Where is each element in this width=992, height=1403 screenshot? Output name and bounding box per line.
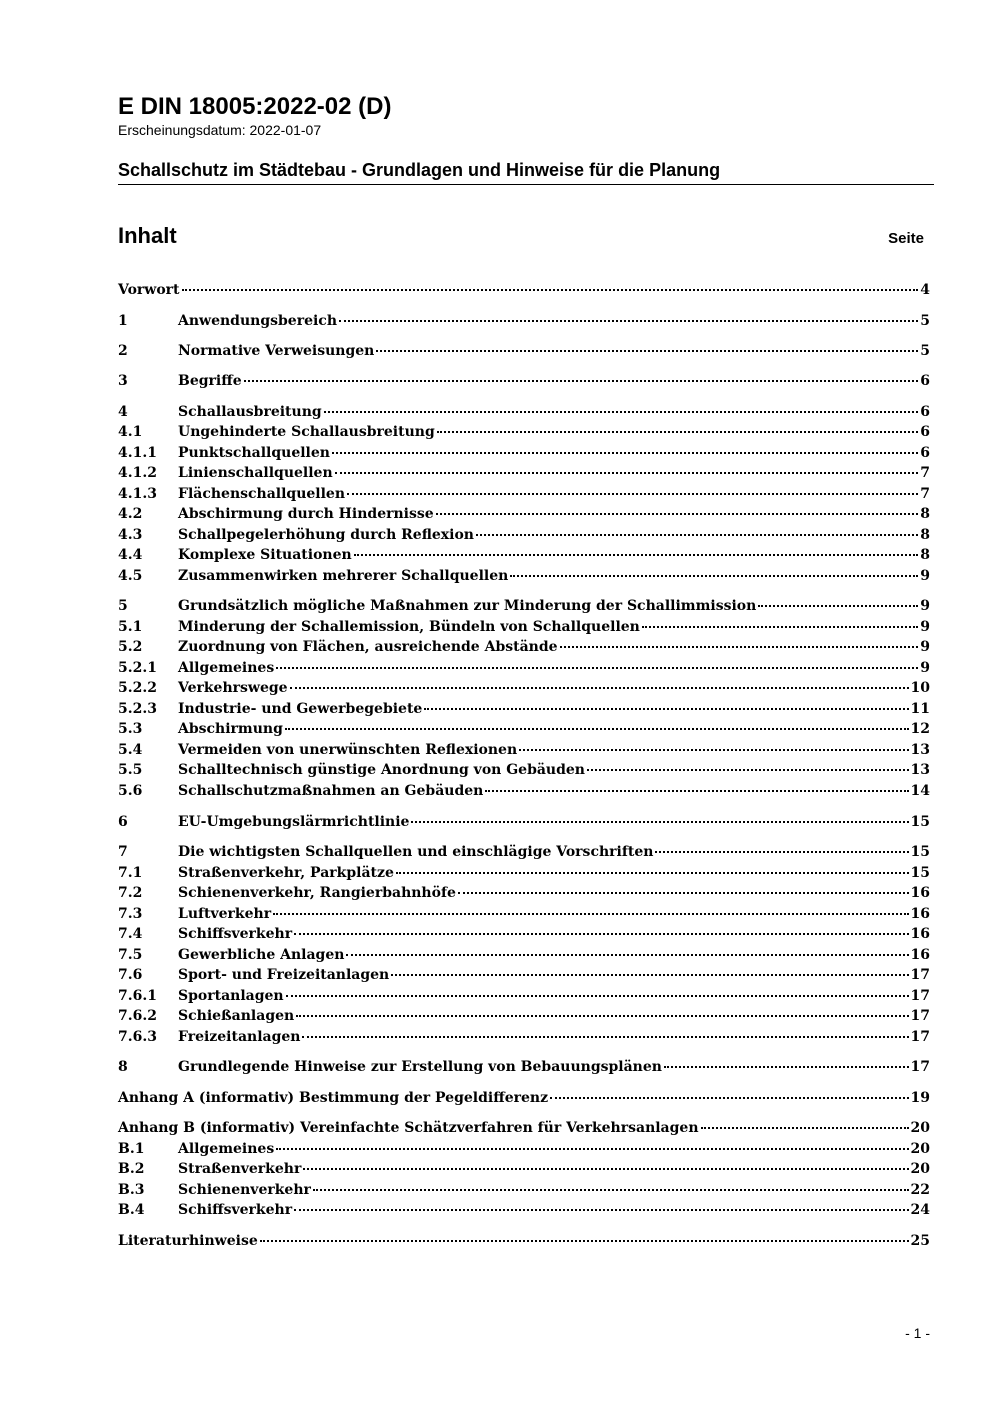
toc-entry-page: 17 bbox=[910, 1008, 930, 1024]
toc-entry-number: 7.6.3 bbox=[118, 1029, 157, 1045]
toc-entry-number: 5.5 bbox=[118, 762, 143, 778]
toc-entry[interactable] bbox=[118, 965, 930, 985]
toc-entry[interactable] bbox=[118, 637, 930, 657]
toc-dot-leader bbox=[303, 1168, 908, 1170]
toc-entry-number: 5.2 bbox=[118, 639, 143, 655]
toc-entry[interactable] bbox=[118, 545, 930, 565]
toc-entry-page: 9 bbox=[920, 639, 930, 655]
toc-entry-number: 5 bbox=[118, 598, 128, 614]
toc-entry-page: 8 bbox=[920, 506, 930, 522]
toc-entry-line bbox=[178, 678, 930, 698]
toc-entry-line bbox=[178, 402, 930, 422]
toc-entry-line bbox=[178, 986, 930, 1006]
toc-entry-number: B.2 bbox=[118, 1161, 145, 1177]
toc-entry-line bbox=[178, 484, 930, 504]
toc-entry-number: 4.1.1 bbox=[118, 445, 157, 461]
toc-dot-leader bbox=[587, 769, 909, 771]
toc-dot-leader bbox=[324, 411, 919, 413]
toc-entry-page: 6 bbox=[920, 424, 930, 440]
toc-entry-page: 9 bbox=[920, 598, 930, 614]
toc-entry-page: 12 bbox=[910, 721, 930, 737]
toc-entry[interactable] bbox=[118, 924, 930, 944]
toc-entry-line bbox=[178, 719, 930, 739]
toc-entry-number: 4.4 bbox=[118, 547, 143, 563]
toc-entry-title: Schießanlagen bbox=[178, 1008, 295, 1024]
toc-entry[interactable] bbox=[118, 596, 930, 616]
toc-entry-line bbox=[178, 1200, 930, 1220]
toc-entry[interactable] bbox=[118, 699, 930, 719]
toc-entry-number: B.3 bbox=[118, 1182, 145, 1198]
footer-page-number: - 1 - bbox=[905, 1325, 930, 1341]
toc-entry-page: 17 bbox=[910, 1059, 930, 1075]
toc-entry[interactable] bbox=[118, 986, 930, 1006]
toc-entry-title: Zuordnung von Flächen, ausreichende Abstände bbox=[178, 639, 558, 655]
toc-entry[interactable] bbox=[118, 402, 930, 422]
toc-entry-line bbox=[178, 945, 930, 965]
toc-entry[interactable] bbox=[118, 1118, 930, 1138]
toc-entry-title: Schienenverkehr, Rangierbahnhöfe bbox=[178, 885, 456, 901]
toc-entry[interactable] bbox=[118, 504, 930, 524]
toc-dot-leader bbox=[510, 575, 918, 577]
toc-entry-line bbox=[178, 812, 930, 832]
toc-dot-leader bbox=[437, 431, 919, 433]
toc-entry[interactable] bbox=[118, 1180, 930, 1200]
toc-dot-leader bbox=[273, 913, 908, 915]
toc-entry-title: Verkehrswege bbox=[178, 680, 288, 696]
toc-entry-page: 9 bbox=[920, 568, 930, 584]
toc-entry-title: Minderung der Schallemission, Bündeln von Schallquellen bbox=[178, 619, 640, 635]
toc-entry-page: 14 bbox=[910, 783, 930, 799]
toc-entry-title: Schallpegelerhöhung durch Reflexion bbox=[178, 527, 474, 543]
toc-entry-line bbox=[118, 1231, 930, 1251]
toc-entry-number: 5.4 bbox=[118, 742, 143, 758]
toc-entry-number: 7.6.2 bbox=[118, 1008, 157, 1024]
toc-entry-page: 9 bbox=[920, 619, 930, 635]
toc-entry-number: 7.1 bbox=[118, 865, 143, 881]
toc-entry-number: B.1 bbox=[118, 1141, 145, 1157]
toc-dot-leader bbox=[550, 1097, 908, 1099]
toc-entry[interactable] bbox=[118, 484, 930, 504]
toc-entry-line bbox=[178, 1139, 930, 1159]
toc-entry[interactable] bbox=[118, 863, 930, 883]
toc-entry-title: Sportanlagen bbox=[178, 988, 284, 1004]
toc-entry-line bbox=[118, 280, 930, 300]
toc-dot-leader bbox=[182, 289, 919, 291]
toc-entry[interactable] bbox=[118, 1200, 930, 1220]
toc-entry-title: Schalltechnisch günstige Anordnung von Gebäuden bbox=[178, 762, 585, 778]
toc-dot-leader bbox=[642, 626, 918, 628]
toc-entry-title: Normative Verweisungen bbox=[178, 343, 375, 359]
toc-entry-title: Zusammenwirken mehrerer Schallquellen bbox=[178, 568, 509, 584]
toc-entry-title: Schiffsverkehr bbox=[178, 926, 293, 942]
toc-dot-leader bbox=[296, 1015, 908, 1017]
toc-entry-page: 20 bbox=[910, 1161, 930, 1177]
toc-entry-title: Vermeiden von unerwünschten Reflexionen bbox=[178, 742, 518, 758]
toc-dot-leader bbox=[560, 646, 919, 648]
toc-entry-title: Begriffe bbox=[178, 373, 242, 389]
toc-dot-leader bbox=[354, 554, 919, 556]
toc-entry-line bbox=[178, 443, 930, 463]
toc-entry-title: Gewerbliche Anlagen bbox=[178, 947, 345, 963]
toc-entry[interactable] bbox=[118, 1006, 930, 1026]
toc-entry[interactable] bbox=[118, 842, 930, 862]
document-subject: Schallschutz im Städtebau - Grundlagen und Hinweise für die Planung bbox=[118, 159, 934, 185]
toc-entry-line bbox=[118, 1118, 930, 1138]
toc-entry-title: Vorwort bbox=[118, 282, 180, 298]
toc-entry-line bbox=[178, 965, 930, 985]
toc-entry-number: 3 bbox=[118, 373, 128, 389]
toc-entry[interactable] bbox=[118, 1159, 930, 1179]
toc-entry-page: 20 bbox=[910, 1120, 930, 1136]
toc-entry-line bbox=[178, 760, 930, 780]
toc-entry-line bbox=[178, 617, 930, 637]
toc-entry-page: 4 bbox=[920, 282, 930, 298]
toc-entry-title: Flächenschallquellen bbox=[178, 486, 346, 502]
toc-dot-leader bbox=[244, 380, 919, 382]
toc-entry-number: 5.6 bbox=[118, 783, 143, 799]
toc-entry[interactable] bbox=[118, 311, 930, 331]
toc-entry-title: Schienenverkehr bbox=[178, 1182, 311, 1198]
toc-entry-page: 16 bbox=[910, 947, 930, 963]
toc-entry-title: Straßenverkehr, Parkplätze bbox=[178, 865, 394, 881]
toc-entry[interactable] bbox=[118, 422, 930, 442]
toc-entry-line bbox=[178, 924, 930, 944]
toc-entry-title: Schiffsverkehr bbox=[178, 1202, 293, 1218]
toc-entry-title: Sport- und Freizeitanlagen bbox=[178, 967, 390, 983]
toc-entry-page: 8 bbox=[920, 547, 930, 563]
toc-entry-line bbox=[178, 545, 930, 565]
toc-entry-title: EU-Umgebungslärmrichtlinie bbox=[178, 814, 410, 830]
toc-entry-page: 6 bbox=[920, 445, 930, 461]
toc-entry-title: Freizeitanlagen bbox=[178, 1029, 301, 1045]
toc-page-column-label: Seite bbox=[888, 230, 924, 247]
toc-dot-leader bbox=[655, 851, 908, 853]
toc-dot-leader bbox=[285, 728, 909, 730]
toc-entry-page: 16 bbox=[910, 885, 930, 901]
toc-entry[interactable] bbox=[118, 781, 930, 801]
toc-entry-line bbox=[178, 883, 930, 903]
toc-entry[interactable] bbox=[118, 1088, 930, 1108]
toc-entry-page: 15 bbox=[910, 814, 930, 830]
toc-dot-leader bbox=[286, 995, 909, 997]
toc-entry-line bbox=[178, 658, 930, 678]
toc-entry[interactable] bbox=[118, 760, 930, 780]
toc-entry-number: 7.4 bbox=[118, 926, 143, 942]
toc-entry-title: Luftverkehr bbox=[178, 906, 272, 922]
toc-entry-line bbox=[178, 1027, 930, 1047]
toc-entry-number: 4.1.2 bbox=[118, 465, 157, 481]
toc-entry-line bbox=[178, 422, 930, 442]
toc-entry-number: 2 bbox=[118, 343, 128, 359]
toc-entry-title: Grundlegende Hinweise zur Erstellung von Bebauungsplänen bbox=[178, 1059, 662, 1075]
toc-entry-number: 4.5 bbox=[118, 568, 143, 584]
toc-entry[interactable] bbox=[118, 740, 930, 760]
toc-entry-title: Abschirmung bbox=[178, 721, 283, 737]
toc-entry-page: 22 bbox=[910, 1182, 930, 1198]
toc-entry[interactable] bbox=[118, 812, 930, 832]
toc-entry-title: Die wichtigsten Schallquellen und einschlägige Vorschriften bbox=[178, 844, 654, 860]
toc-entry-title: Anwendungsbereich bbox=[178, 313, 337, 329]
toc-entry-number: 7.3 bbox=[118, 906, 143, 922]
toc-entry-page: 15 bbox=[910, 865, 930, 881]
toc-entry-number: 4.3 bbox=[118, 527, 143, 543]
toc-entry[interactable] bbox=[118, 1231, 930, 1251]
toc-entry-title: Allgemeines bbox=[178, 660, 275, 676]
toc-entry-line bbox=[178, 781, 930, 801]
toc-entry[interactable] bbox=[118, 1139, 930, 1159]
toc-dot-leader bbox=[664, 1066, 909, 1068]
toc-entry[interactable] bbox=[118, 883, 930, 903]
toc-entry-number: 4.1 bbox=[118, 424, 143, 440]
toc-entry-page: 10 bbox=[910, 680, 930, 696]
toc-entry-line bbox=[178, 371, 930, 391]
toc-entry-title: Schallausbreitung bbox=[178, 404, 322, 420]
toc-dot-leader bbox=[335, 472, 919, 474]
toc-entry-page: 7 bbox=[920, 486, 930, 502]
toc-entry[interactable] bbox=[118, 341, 930, 361]
toc-entry-number: 5.2.2 bbox=[118, 680, 157, 696]
toc-entry-page: 13 bbox=[910, 742, 930, 758]
toc-entry-page: 6 bbox=[920, 404, 930, 420]
toc-dot-leader bbox=[758, 605, 918, 607]
toc-entry-page: 16 bbox=[910, 926, 930, 942]
toc-entry[interactable] bbox=[118, 678, 930, 698]
toc-dot-leader bbox=[476, 534, 918, 536]
toc-entry[interactable] bbox=[118, 566, 930, 586]
toc-entry-line bbox=[178, 463, 930, 483]
toc-entry-line bbox=[178, 740, 930, 760]
toc-entry-line bbox=[178, 863, 930, 883]
toc-entry[interactable] bbox=[118, 904, 930, 924]
toc-entry-number: 4.2 bbox=[118, 506, 143, 522]
toc-dot-leader bbox=[424, 708, 908, 710]
toc-entry-page: 11 bbox=[910, 701, 930, 717]
toc-entry-line bbox=[178, 842, 930, 862]
toc-entry-page: 5 bbox=[920, 313, 930, 329]
toc-entry-number: 7.5 bbox=[118, 947, 143, 963]
toc-entry-line bbox=[178, 904, 930, 924]
toc-entry-title: Industrie- und Gewerbegebiete bbox=[178, 701, 423, 717]
toc-entry-line bbox=[178, 341, 930, 361]
toc-entry-title: Anhang B (informativ) Vereinfachte Schätzverfahren für Verkehrsanlagen bbox=[118, 1120, 699, 1136]
toc-entry-title: Grundsätzlich mögliche Maßnahmen zur Minderung der Schallimmission bbox=[178, 598, 757, 614]
toc-entry-number: B.4 bbox=[118, 1202, 145, 1218]
toc-entry-number: 7 bbox=[118, 844, 128, 860]
toc-entry-title: Komplexe Situationen bbox=[178, 547, 352, 563]
toc-entry-title: Linienschallquellen bbox=[178, 465, 333, 481]
toc-entry-line bbox=[178, 311, 930, 331]
document-id: E DIN 18005:2022-02 (D) bbox=[118, 93, 392, 120]
toc-entry-title: Allgemeines bbox=[178, 1141, 275, 1157]
toc-entry-page: 25 bbox=[910, 1233, 930, 1249]
toc-dot-leader bbox=[260, 1240, 909, 1242]
toc-dot-leader bbox=[276, 667, 918, 669]
toc-entry-number: 6 bbox=[118, 814, 128, 830]
toc-dot-leader bbox=[313, 1189, 909, 1191]
toc-entry[interactable] bbox=[118, 617, 930, 637]
toc-entry-number: 7.6 bbox=[118, 967, 143, 983]
toc-entry-page: 6 bbox=[920, 373, 930, 389]
toc-entry-title: Straßenverkehr bbox=[178, 1161, 302, 1177]
toc-entry[interactable] bbox=[118, 371, 930, 391]
toc-entry-page: 7 bbox=[920, 465, 930, 481]
toc-entry-number: 5.3 bbox=[118, 721, 143, 737]
toc-dot-leader bbox=[346, 954, 908, 956]
toc-entry-title: Punktschallquellen bbox=[178, 445, 330, 461]
toc-entry-number: 5.1 bbox=[118, 619, 143, 635]
toc-entry-page: 16 bbox=[910, 906, 930, 922]
toc-entry-line bbox=[178, 637, 930, 657]
toc-entry-number: 7.6.1 bbox=[118, 988, 157, 1004]
toc-entry-page: 17 bbox=[910, 1029, 930, 1045]
toc-entry-title: Ungehinderte Schallausbreitung bbox=[178, 424, 435, 440]
toc-dot-leader bbox=[290, 687, 909, 689]
toc-dot-leader bbox=[302, 1036, 908, 1038]
toc-entry-page: 8 bbox=[920, 527, 930, 543]
toc-dot-leader bbox=[458, 892, 909, 894]
toc-entry-page: 9 bbox=[920, 660, 930, 676]
toc-entry-page: 20 bbox=[910, 1141, 930, 1157]
toc-entry-title: Schallschutzmaßnahmen an Gebäuden bbox=[178, 783, 484, 799]
toc-dot-leader bbox=[519, 749, 908, 751]
toc-entry-page: 24 bbox=[910, 1202, 930, 1218]
toc-entry[interactable] bbox=[118, 658, 930, 678]
toc-entry[interactable] bbox=[118, 1057, 930, 1077]
publication-date: Erscheinungsdatum: 2022-01-07 bbox=[118, 122, 322, 138]
toc-entry-line bbox=[178, 1006, 930, 1026]
toc-entry-title: Literaturhinweise bbox=[118, 1233, 258, 1249]
toc-entry-number: 5.2.1 bbox=[118, 660, 157, 676]
toc-entry-page: 13 bbox=[910, 762, 930, 778]
toc-entry-line bbox=[178, 566, 930, 586]
toc-dot-leader bbox=[391, 974, 908, 976]
toc-entry-number: 4.1.3 bbox=[118, 486, 157, 502]
toc-entry-line bbox=[178, 1180, 930, 1200]
toc-entry[interactable] bbox=[118, 463, 930, 483]
toc-dot-leader bbox=[347, 493, 918, 495]
toc-dot-leader bbox=[436, 513, 919, 515]
toc-dot-leader bbox=[701, 1127, 909, 1129]
toc-entry[interactable] bbox=[118, 443, 930, 463]
toc-entry[interactable] bbox=[118, 525, 930, 545]
toc-entry-line bbox=[178, 699, 930, 719]
toc-entry-number: 8 bbox=[118, 1059, 128, 1075]
toc-dot-leader bbox=[411, 821, 908, 823]
toc-entry[interactable] bbox=[118, 719, 930, 739]
toc-entry-line bbox=[178, 504, 930, 524]
toc-entry-page: 17 bbox=[910, 988, 930, 1004]
toc-entry[interactable] bbox=[118, 1027, 930, 1047]
toc-dot-leader bbox=[294, 933, 908, 935]
toc-dot-leader bbox=[485, 790, 908, 792]
toc-entry-page: 15 bbox=[910, 844, 930, 860]
toc-entry-line bbox=[178, 525, 930, 545]
toc-dot-leader bbox=[294, 1209, 908, 1211]
toc-dot-leader bbox=[276, 1148, 908, 1150]
toc-entry-title: Anhang A (informativ) Bestimmung der Pegeldifferenz bbox=[118, 1090, 549, 1106]
toc-entry-line bbox=[178, 1159, 930, 1179]
toc-entry-page: 17 bbox=[910, 967, 930, 983]
toc-entry-line bbox=[118, 1088, 930, 1108]
toc-dot-leader bbox=[332, 452, 918, 454]
toc-entry-number: 4 bbox=[118, 404, 128, 420]
toc-dot-leader bbox=[376, 350, 918, 352]
toc-entry-page: 5 bbox=[920, 343, 930, 359]
toc-title: Inhalt bbox=[118, 223, 177, 248]
toc-entry-line bbox=[178, 596, 930, 616]
toc-entry-title: Abschirmung durch Hindernisse bbox=[178, 506, 434, 522]
toc-dot-leader bbox=[339, 320, 918, 322]
toc-entry[interactable] bbox=[118, 945, 930, 965]
toc-entry-line bbox=[178, 1057, 930, 1077]
toc-entry-number: 7.2 bbox=[118, 885, 143, 901]
toc-entry[interactable] bbox=[118, 280, 930, 300]
toc-entry-number: 5.2.3 bbox=[118, 701, 157, 717]
toc-dot-leader bbox=[396, 872, 909, 874]
toc-entry-number: 1 bbox=[118, 313, 128, 329]
toc-entry-page: 19 bbox=[910, 1090, 930, 1106]
